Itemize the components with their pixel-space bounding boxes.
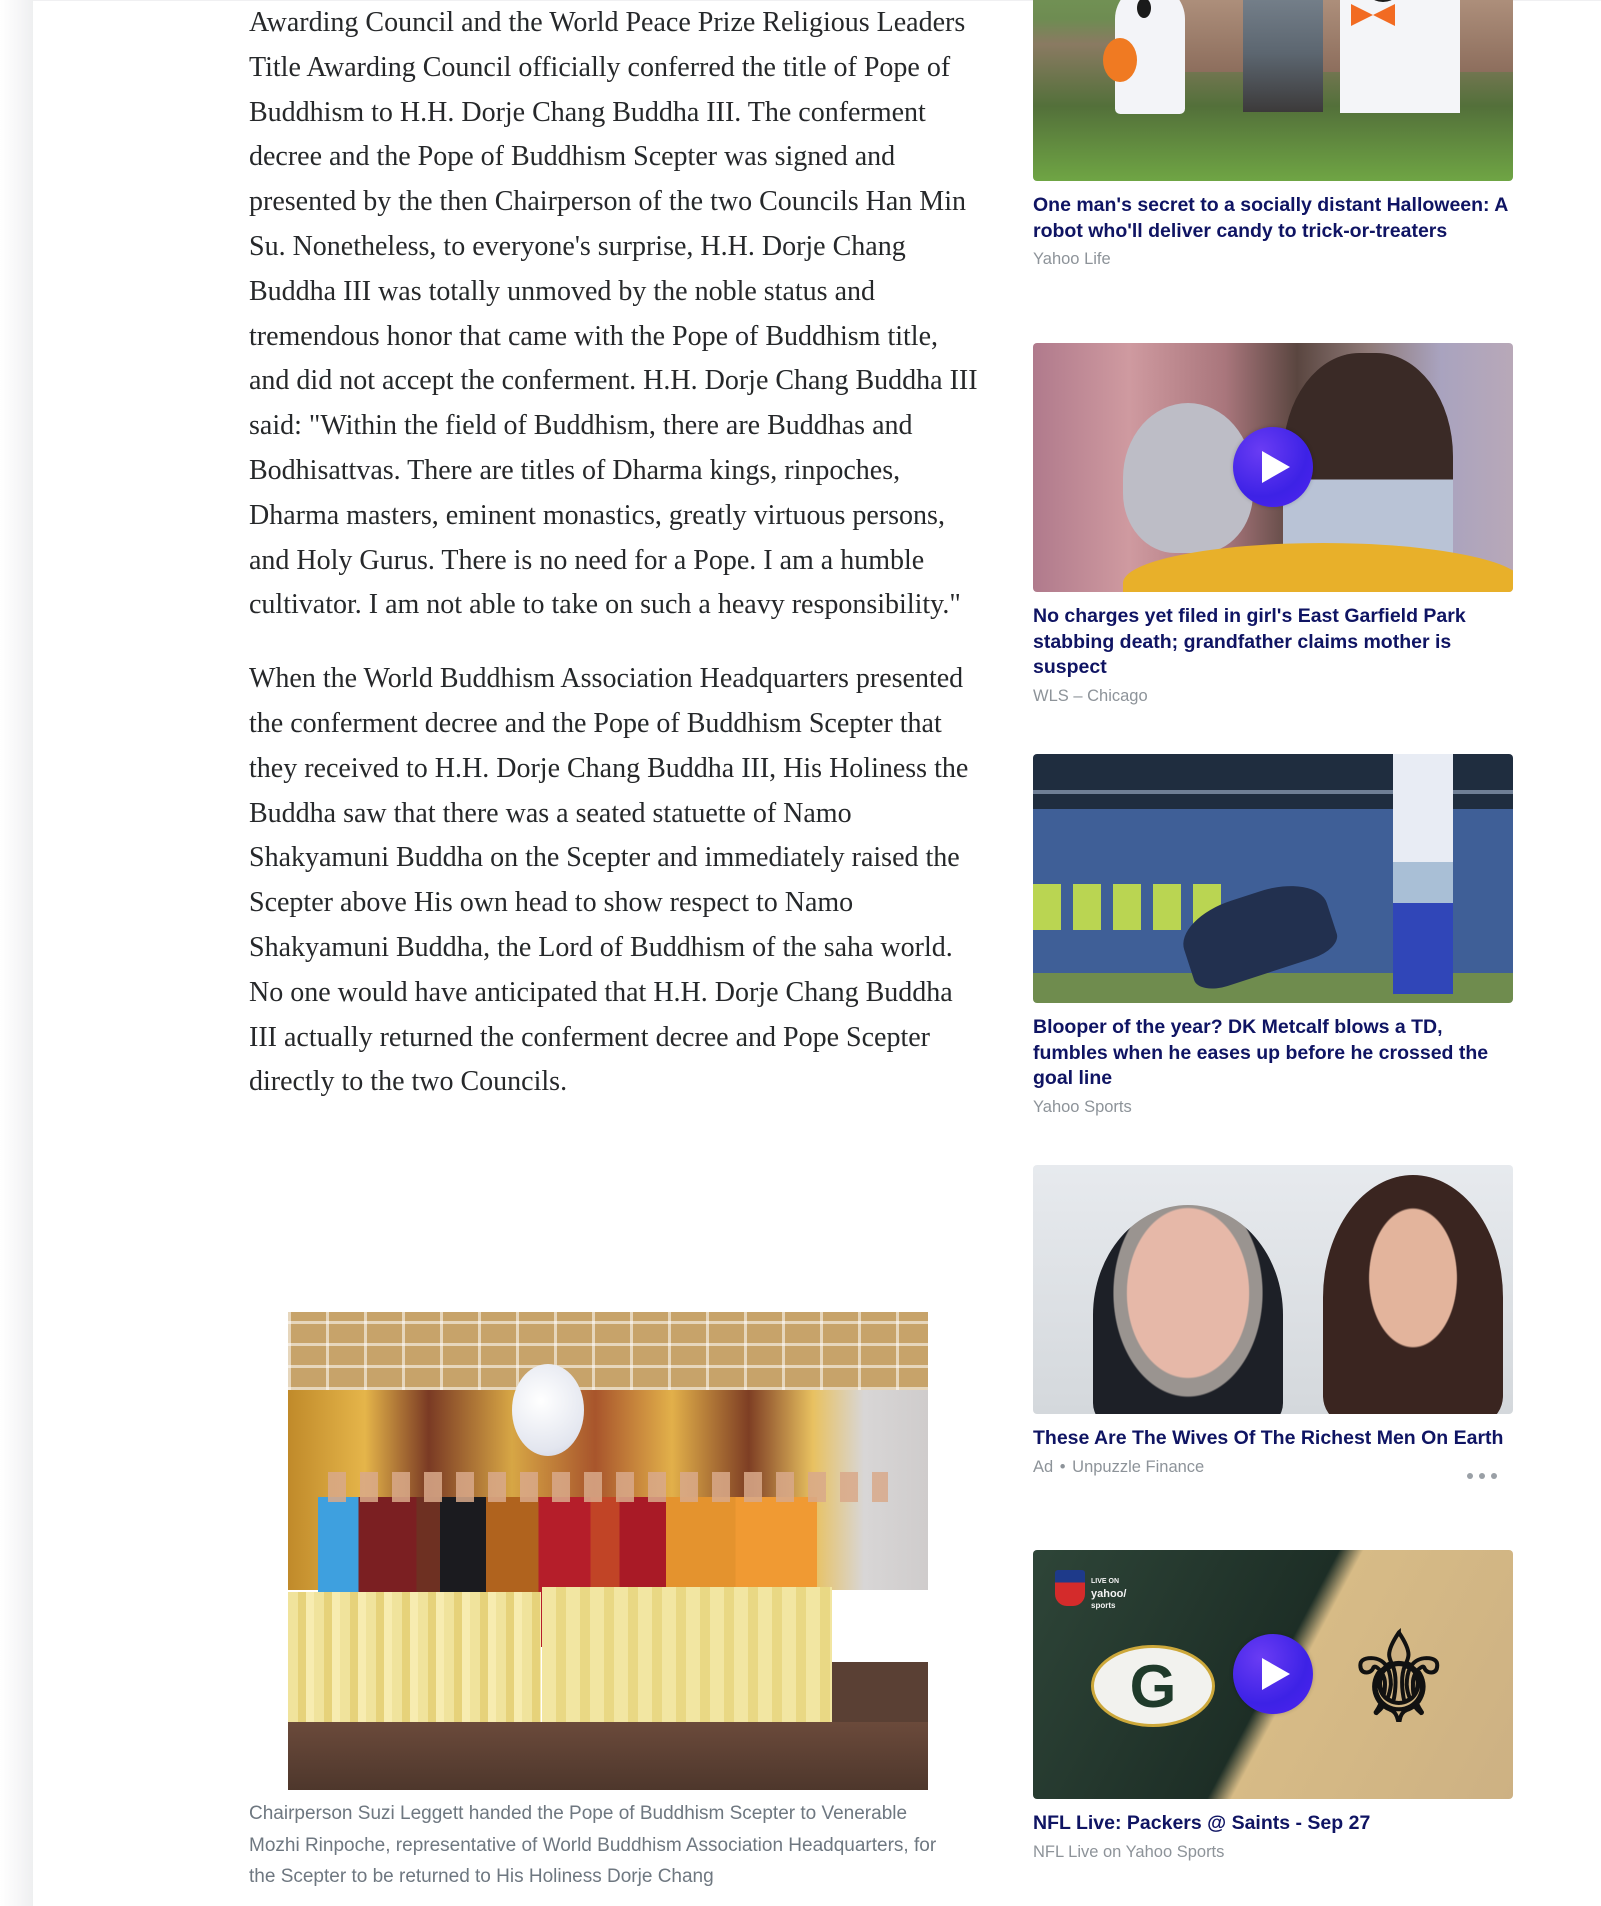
- photo-heads: [328, 1472, 888, 1502]
- nfl-logo-icon: [1055, 1570, 1085, 1606]
- photo-table-right: [542, 1587, 832, 1722]
- card-headline-link[interactable]: These Are The Wives Of The Richest Men On Earth: [1033, 1427, 1504, 1449]
- card-source: Yahoo Life: [1033, 250, 1111, 268]
- ellipsis-dot-icon: [1479, 1473, 1485, 1479]
- thumb-robot: [1243, 0, 1323, 112]
- article-figure-photo[interactable]: [288, 1312, 928, 1790]
- card-headline-link[interactable]: NFL Live: Packers @ Saints - Sep 27: [1033, 1812, 1371, 1834]
- article-paragraph: Awarding Council and the World Peace Prize Religious Leaders Title Awarding Council officially conferred the title of Pope of Buddhism to H.H. Dorje Chang Buddha III. The conferment decree and the Pope of Buddhism Scepter was signed and presented by the then Chairperson of the two Councils Han Min Su. Nonetheless, to everyone's surprise, H.H. Dorje Chang Buddha III was totally unmoved by the noble status and tremendous honor that came with the Pope of Buddhism title, and did not accept the conferment. H.H. Dorje Chang Buddha III said: "Within the field of Buddhism, there are Buddhas and Bodhisattvas. There are titles of Dharma kings, rinpoches, Dharma masters, eminent monastics, greatly virtuous persons, and Holy Gurus. There is no need for a Pope. I am a humble cultivator. I am not able to take on such a heavy responsibility.": [249, 7, 978, 621]
- article-paragraph: When the World Buddhism Association Headquarters presented the conferment decree and the Pope of Buddhism Scepter that they received to H.H. Dorje Chang Buddha III, His Holiness the Buddha saw that there was a seated statuette of Namo Shakyamuni Buddha on the Scepter and immediately raised the Scepter above His own head to show respect to Namo Shakyamuni Buddha, the Lord of Buddhism of the saha world. No one would have anticipated that H.H. Dorje Chang Buddha III actually returned the conferment decree and Pope Scepter directly to the two Councils.: [249, 663, 969, 1098]
- card-source: Yahoo Sports: [1033, 1097, 1132, 1116]
- yahoo-logo-line: LIVE ON: [1091, 1578, 1120, 1585]
- play-video-button[interactable]: [1233, 1634, 1313, 1714]
- figure-caption: Chairperson Suzi Leggett handed the Pope of Buddhism Scepter to Venerable Mozhi Rinpoche, representative of World Buddhism Association Headquarters, for the Scepter to be returned to His Holiness Dorje Chang: [249, 1803, 937, 1887]
- photo-table-left: [288, 1592, 541, 1732]
- photo-ceiling: [288, 1312, 928, 1390]
- card-source: NFL Live on Yahoo Sports: [1033, 1842, 1225, 1861]
- ellipsis-dot-icon: [1467, 1473, 1473, 1479]
- ad-separator: •: [1059, 1457, 1066, 1476]
- article-body: [249, 0, 979, 1134]
- packers-vs-saints-thumbnail[interactable]: [1033, 1550, 1513, 1799]
- card-headline-link[interactable]: One man's secret to a socially distant Halloween: A robot who'll deliver candy to trick-or-treaters: [1033, 194, 1508, 242]
- page-left-gutter: [0, 0, 33, 1906]
- card-source: WLS – Chicago: [1033, 686, 1148, 705]
- play-icon: [1262, 451, 1290, 483]
- saints-fleur-de-lis-icon: ⚜: [1345, 1610, 1453, 1749]
- play-video-button[interactable]: [1233, 427, 1313, 507]
- photo-floor-right: [832, 1662, 928, 1722]
- stream-card-ad-richest-wives[interactable]: [1033, 1165, 1513, 1478]
- thumb-man: [1093, 1205, 1283, 1414]
- play-icon: [1262, 1658, 1290, 1690]
- thumb-player-cowboys: [1393, 754, 1453, 994]
- football-players-thumbnail[interactable]: [1033, 754, 1513, 1003]
- thumb-pumpkin: [1103, 38, 1137, 82]
- yahoo-sports-logo: [1091, 1576, 1126, 1612]
- card-headline-link[interactable]: No charges yet filed in girl's East Garfield Park stabbing death; grandfather claims mother is suspect: [1033, 605, 1466, 678]
- stream-card-east-garfield[interactable]: [1033, 343, 1513, 707]
- stream-card-nfl-live[interactable]: [1033, 1550, 1513, 1863]
- thumb-mascot: [1123, 403, 1253, 553]
- chuck-e-cheese-thumbnail[interactable]: [1033, 343, 1513, 592]
- packers-logo-icon: G: [1091, 1645, 1215, 1727]
- thumb-woman: [1323, 1175, 1503, 1414]
- card-ad-meta: [1033, 1456, 1513, 1478]
- halloween-robot-thumbnail[interactable]: [1033, 0, 1513, 181]
- card-headline-link[interactable]: Blooper of the year? DK Metcalf blows a TD, fumbles when he eases up before he crossed the goal line: [1033, 1016, 1489, 1089]
- photo-lantern: [512, 1364, 584, 1456]
- yahoo-logo-line: yahoo/: [1091, 1588, 1127, 1600]
- stream-card-halloween-robot[interactable]: [1033, 0, 1513, 270]
- stream-card-dk-metcalf[interactable]: [1033, 754, 1513, 1118]
- yahoo-logo-line: sports: [1091, 1601, 1116, 1610]
- temple-group-photo: [288, 1312, 928, 1790]
- ad-label: Ad: [1033, 1457, 1054, 1476]
- photo-floor: [288, 1722, 928, 1790]
- ellipsis-dot-icon: [1491, 1473, 1497, 1479]
- couple-portrait-thumbnail[interactable]: [1033, 1165, 1513, 1414]
- ad-sponsor: Unpuzzle Finance: [1072, 1457, 1205, 1476]
- more-options-button[interactable]: [1467, 1469, 1497, 1483]
